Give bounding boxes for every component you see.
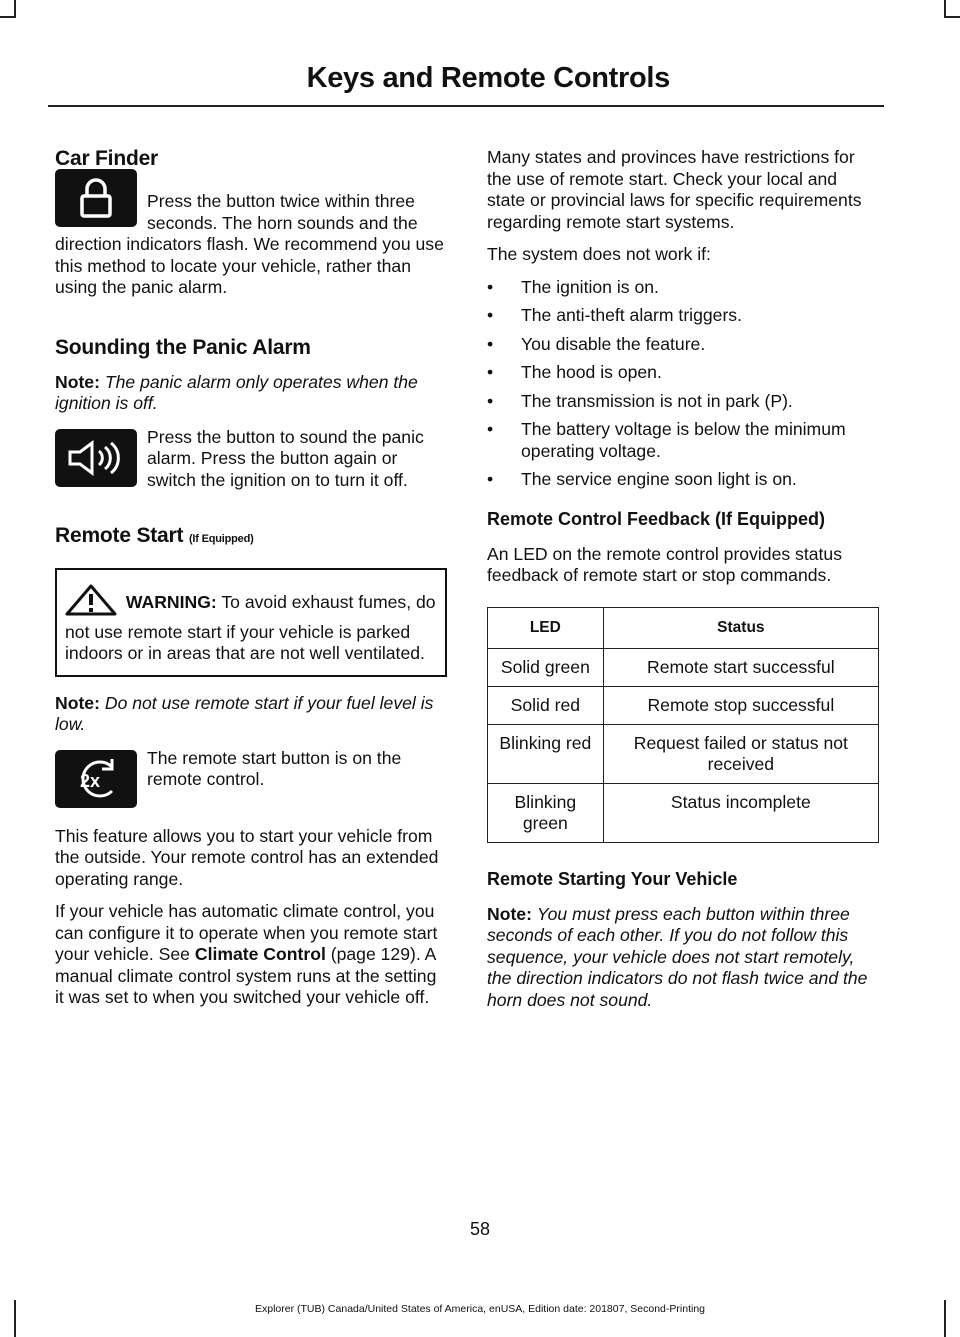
intro-text: Many states and provinces have restrictions for the use of remote start. Check your local and state or provincial laws for specific requirements regarding remote start systems. [487, 147, 862, 232]
table-cell-led: Blinking red [488, 724, 604, 783]
remote-start-2x-icon [55, 750, 137, 808]
remote-start-icon-text: 2x [80, 770, 101, 791]
list-item [487, 334, 879, 356]
car-finder-text: Press the button twice within three seconds. The horn sounds and the direction indicators flash. We recommend you use this method to locate your vehicle, rather than using the panic alarm. [55, 191, 444, 297]
table-row [488, 648, 879, 686]
table-header-status: Status [603, 607, 878, 648]
table-cell-status: Remote stop successful [603, 686, 878, 724]
car-finder-heading: Car Finder [55, 147, 159, 170]
list-item [487, 362, 879, 384]
right-column [487, 147, 879, 1022]
table-cell-status: Request failed or status not received [603, 724, 878, 783]
warning-text: WARNING: To avoid exhaust fumes, do not use remote start if your vehicle is parked indoors or in areas that are not well ventilated. [65, 584, 437, 665]
table-row [488, 686, 879, 724]
bullet-dot: • [487, 305, 494, 325]
page-number: 58 [469, 1219, 491, 1239]
warning-box [55, 568, 447, 677]
horn-icon [55, 429, 137, 487]
feedback-text: An LED on the remote control provides status feedback of remote start or stop commands. [487, 543, 842, 585]
remote-start-button-text: The remote start button is on the remote control. [147, 747, 402, 789]
bullet-dot: • [487, 362, 494, 382]
bullet-dot: • [487, 469, 494, 489]
footer-text: Explorer (TUB) Canada/United States of America, enUSA, Edition date: 201807, Second-Printing [255, 1303, 705, 1315]
remote-start-para2: If your vehicle has automatic climate control, you can configure it to operate when you remote start your vehicle. See Climate Control (page 129). A manual climate control system runs at the setting it was set to when you switched your vehicle off. [55, 901, 438, 1007]
bullet-dot: • [487, 333, 494, 354]
list-item-text: The anti-theft alarm triggers. [521, 305, 742, 325]
list-item-text: The ignition is on. [521, 276, 659, 297]
remote-start-note: Note: Do not use remote start if your fuel level is low. [55, 692, 434, 734]
table-cell-led: Blinking green [488, 783, 604, 842]
table-row [488, 724, 879, 783]
remote-start-para1: This feature allows you to start your vehicle from the outside. Your remote control has an extended operating range. [55, 825, 439, 889]
list-item-text: The hood is open. [521, 362, 662, 382]
remote-start-heading: Remote Start (If Equipped) [55, 524, 254, 547]
table-cell-led: Solid green [488, 648, 604, 686]
table-header-row [488, 607, 879, 648]
starting-note: Note: You must press each button within three seconds of each other. If you do not follow this sequence, your vehicle does not start remotely, the direction indicators do not flash twice and the horn does not sound. [487, 903, 868, 1010]
list-item-text: The transmission is not in park (P). [521, 390, 793, 411]
list-item-text: The service engine soon light is on. [521, 469, 797, 489]
list-item-text: You disable the feature. [521, 333, 706, 354]
starting-heading: Remote Starting Your Vehicle [487, 868, 738, 889]
table-cell-status: Remote start successful [603, 648, 878, 686]
list-item [487, 305, 879, 327]
system-not-work-text: The system does not work if: [487, 244, 711, 264]
lock-icon [55, 169, 137, 227]
panic-note: Note: The panic alarm only operates when the ignition is off. [55, 371, 418, 413]
car-finder-section [55, 191, 447, 310]
panic-heading: Sounding the Panic Alarm [55, 335, 311, 359]
panic-text: Press the button to sound the panic alarm. Press the button again or switch the ignition on to turn it off. [147, 426, 424, 490]
left-column [55, 147, 447, 1020]
header-divider [48, 105, 884, 107]
crop-mark-top-left-h [0, 16, 16, 18]
panic-section [55, 427, 447, 503]
warning-icon [65, 584, 117, 622]
table-row [488, 783, 879, 842]
table-cell-led: Solid red [488, 686, 604, 724]
table-cell-status: Status incomplete [603, 783, 878, 842]
table-header-led: LED [488, 607, 604, 648]
list-item [487, 419, 879, 462]
conditions-list [487, 277, 879, 491]
led-status-table [487, 607, 879, 843]
page-title: Keys and Remote Controls [306, 62, 670, 94]
bullet-dot: • [487, 419, 494, 439]
crop-mark-top-right-h [944, 16, 960, 18]
feedback-heading: Remote Control Feedback (If Equipped) [487, 508, 826, 529]
bullet-dot: • [487, 390, 494, 411]
climate-control-link[interactable]: Climate Control [194, 944, 326, 964]
remote-start-button-section [55, 748, 447, 812]
list-item [487, 277, 879, 299]
bullet-dot: • [487, 276, 494, 297]
list-item [487, 469, 879, 491]
list-item-text: The battery voltage is below the minimum operating voltage. [521, 419, 846, 461]
list-item [487, 391, 879, 413]
